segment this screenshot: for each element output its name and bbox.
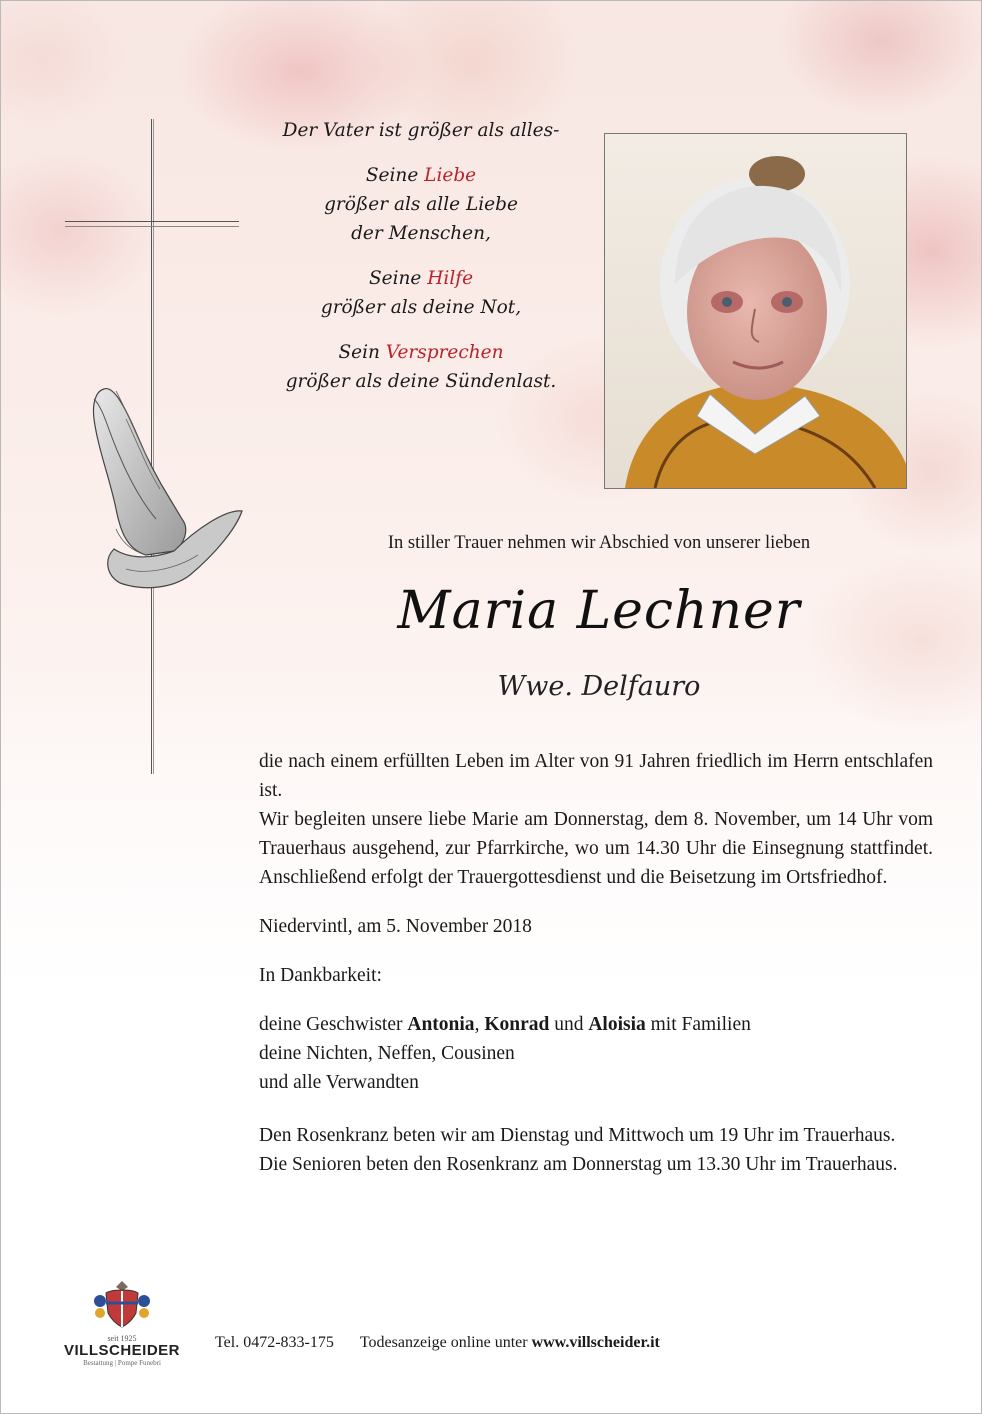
sibling-name: Aloisia [588, 1014, 646, 1035]
poem-line: größer als deine Not, [320, 297, 522, 318]
phone-number: Tel. 0472-833-175 [215, 1334, 334, 1351]
sibling-name: Antonia [407, 1014, 475, 1035]
family-line: deine Geschwister Antonia, Konrad und Aloisia mit Familien [259, 1014, 751, 1035]
logo-subtitle: Bestattung | Pompe Funebri [83, 1359, 161, 1367]
relatives-line: und alle Verwandten [259, 1072, 419, 1093]
poem-line: der Menschen, [351, 223, 491, 244]
poem-line: Der Vater ist größer als alles- [282, 120, 560, 141]
cross-horizontal-beam-shadow [65, 226, 239, 227]
online-notice: Todesanzeige online unter www.villscheider.it [359, 1334, 660, 1351]
poem-line: Seine Liebe [365, 165, 477, 186]
website-link[interactable]: www.villscheider.it [531, 1334, 660, 1351]
place-date: Niedervintl, am 5. November 2018 [259, 916, 532, 937]
body-paragraph: Wir begleiten unsere liebe Marie am Donnerstag, dem 8. November, um 14 Uhr vom Trauerhaus ausgehend, zur Pfarrkirche, wo um 14.30 Uhr die Einsegnung stattfindet. Anschließend erfolgt der Trauergottesdienst und die Beisetzung im Ortsfriedhof. [259, 809, 933, 888]
poem-line: größer als alle Liebe [324, 194, 518, 215]
body-paragraph: die nach einem erfüllten Leben im Alter von 91 Jahren friedlich im Herrn entschlafen ist. [259, 751, 933, 801]
thanks-heading: In Dankbarkeit: [259, 965, 382, 986]
rosary-info: Den Rosenkranz beten wir am Dienstag und Mittwoch um 19 Uhr im Trauerhaus. [259, 1125, 896, 1146]
poem [271, 116, 571, 396]
poem-line: größer als deine Sündenlast. [285, 371, 557, 392]
logo-since: seit 1925 [107, 1334, 137, 1343]
deceased-name: Maria Lechner [397, 581, 801, 641]
poem-highlight: Liebe [424, 165, 477, 186]
poem-highlight: Hilfe [427, 268, 474, 289]
cross-horizontal-beam [65, 221, 239, 222]
intro-text: In stiller Trauer nehmen wir Abschied von unserer lieben [387, 533, 811, 553]
logo-brand: VILLSCHEIDER [63, 1342, 180, 1359]
sibling-name: Konrad [484, 1014, 550, 1035]
poem-line: Sein Versprechen [338, 342, 504, 363]
rosary-info: Die Senioren beten den Rosenkranz am Donnerstag um 13.30 Uhr im Trauerhaus. [259, 1154, 898, 1175]
poem-highlight: Versprechen [385, 342, 504, 363]
portrait-photo [604, 133, 907, 489]
widow-of: Wwe. Delfauro [497, 671, 701, 702]
coat-of-arms-icon [92, 1279, 152, 1329]
funeral-home-logo [57, 1279, 187, 1367]
relatives-line: deine Nichten, Neffen, Cousinen [259, 1043, 515, 1064]
footer [215, 1334, 660, 1352]
poem-line: Seine Hilfe [368, 268, 474, 289]
praying-hands-icon [86, 379, 246, 594]
obituary-body [259, 747, 933, 1179]
